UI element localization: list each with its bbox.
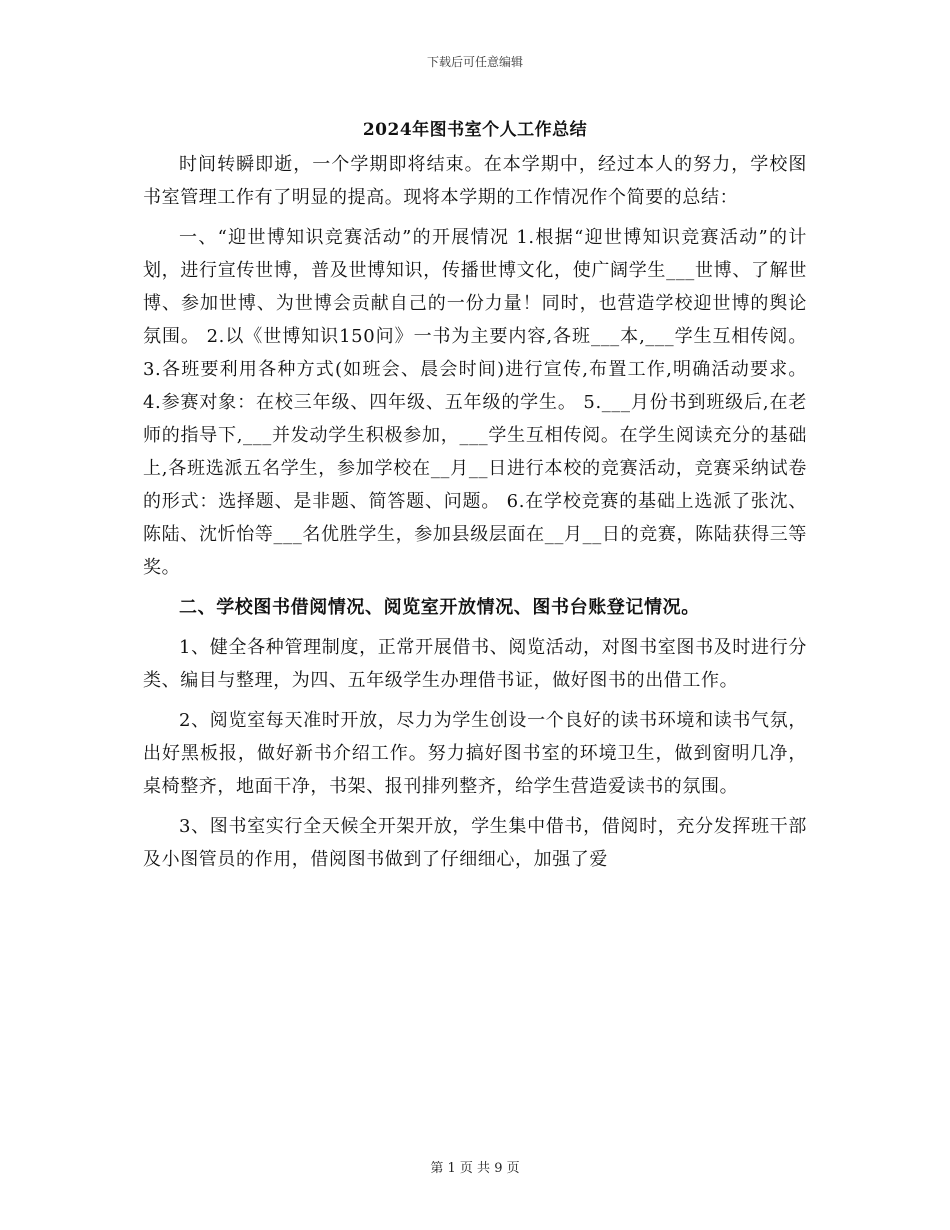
paragraph-section-one: 一、“迎世博知识竞赛活动”的开展情况 1.根据“迎世博知识竞赛活动”的计划，进行宣传世博，普及世博知识，传播世博文化，使广阔学生___世博、了解世博、参加世博、为世博会贡献自己的一份力量！同时，也营造学校迎世博的舆论氛围。 2.以《世博知识150问》一书为主要内容,各班___本,___学生互相传阅。 3.各班要利用各种方式(如班会、晨会时间)进行宣传,布置工作,明确活动要求。 4.参赛对象：在校三年级、四年级、五年级的学生。 5.___月份书到班级后,在老师的指导下,___并发动学生积极参加，___学生互相传阅。在学生阅读充分的基础上,各班选派五名学生，参加学校在__月__日进行本校的竞赛活动，竞赛采纳试卷的形式：选择题、是非题、简答题、问题。 6.在学校竞赛的基础上选派了张沈、陈陆、沈忻怡等___名优胜学生，参加县级层面在__月__日的竞赛，陈陆获得三等奖。 [143, 227, 807, 578]
section-heading-two: 二、学校图书借阅情况、阅览室开放情况、图书台账登记情况。 [179, 597, 700, 618]
paragraph-item-1: 1、健全各种管理制度，正常开展借书、阅览活动，对图书室图书及时进行分类、编目与整理，为四、五年级学生办理借书证，做好图书的出借工作。 [143, 637, 807, 691]
page-header: 下载后可任意编辑 [426, 55, 523, 69]
document-title: 2024年图书室个人工作总结 [362, 120, 588, 140]
paragraph-item-2: 2、阅览室每天准时开放，尽力为学生创设一个良好的读书环境和读书气氛，出好黑板报，做好新书介绍工作。努力搞好图书室的环境卫生，做到窗明几净，桌椅整齐，地面干净，书架、报刊排列整齐，给学生营造爱读书的氛围。 [143, 710, 807, 797]
document-body [143, 148, 807, 883]
paragraph-intro: 时间转瞬即逝，一个学期即将结束。在本学期中，经过本人的努力，学校图书室管理工作有了明显的提高。现将本学期的工作情况作个简要的总结： [143, 154, 807, 208]
paragraph-item-3: 3、图书室实行全天候全开架开放，学生集中借书，借阅时，充分发挥班干部及小图管员的作用，借阅图书做到了仔细细心，加强了爱 [143, 816, 807, 870]
page-footer: 第 1 页 共 9 页 [430, 1161, 520, 1176]
